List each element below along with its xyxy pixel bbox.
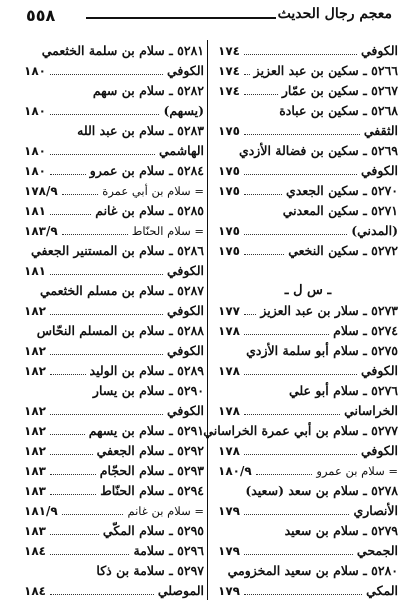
- index-entry: [218, 40, 398, 62]
- dot-leader: [244, 374, 357, 375]
- column-divider: [207, 40, 208, 600]
- entry-text: ٥٢٩٢ ـ سلام الجعفي: [96, 443, 204, 458]
- dot-leader: [50, 314, 163, 315]
- entry-text: ٥٢٩٠ ـ سلام بن يسار: [92, 383, 204, 398]
- index-entry: [24, 340, 204, 362]
- index-heading: [24, 380, 204, 402]
- page-reference: ١٨٢: [24, 404, 46, 418]
- index-entry: [24, 580, 204, 602]
- page-reference: ١٧٥: [218, 244, 240, 258]
- index-entry: [24, 260, 204, 282]
- index-entry: [218, 360, 398, 382]
- page-reference: ١٧٨: [218, 444, 240, 458]
- index-entry: [24, 500, 204, 522]
- entry-text: ٥٢٩٧ ـ سلامة بن ذكا: [96, 563, 204, 578]
- dot-leader: [50, 474, 96, 475]
- page-reference: ١٧٤: [218, 44, 240, 58]
- dot-leader: [256, 474, 312, 475]
- entry-text: ٥٢٦٦ ـ سكين بن عبد العزيز: [253, 63, 398, 78]
- entry-text: = سلام بن غانم: [127, 504, 204, 518]
- index-entry: [218, 220, 398, 242]
- page-reference: ١٨٣/٩: [24, 224, 58, 238]
- entry-text: ٥٢٧٨ ـ سلام بن سعد (سعيد): [245, 483, 398, 498]
- entry-text: الموصلي: [157, 583, 204, 598]
- entry-text: = سلام بن أبي عمرة: [102, 184, 204, 198]
- page-reference: ١٧٩: [218, 584, 240, 598]
- index-heading: [24, 120, 204, 142]
- entry-text: (المدني): [351, 223, 398, 238]
- index-entry: [24, 360, 204, 382]
- index-entry: [218, 240, 398, 262]
- page-reference: ١٨٣: [24, 484, 46, 498]
- index-entry: [24, 160, 204, 182]
- dot-leader: [50, 414, 163, 415]
- index-entry: [24, 100, 204, 122]
- dot-leader: [244, 594, 362, 595]
- page-reference: ١٧٥: [218, 164, 240, 178]
- page-reference: ١٨٢: [24, 424, 46, 438]
- dot-leader: [244, 54, 357, 55]
- index-entry: [218, 400, 398, 422]
- index-heading: [218, 140, 398, 162]
- index-heading: [218, 100, 398, 122]
- index-entry: [218, 460, 398, 482]
- entry-text: ٥٢٧٥ ـ سلام أبو سلمة الأزدي: [246, 343, 398, 358]
- entry-text: ٥٢٦٩ ـ سكين بن فضالة الأزدي: [238, 143, 398, 158]
- index-entry: [24, 420, 204, 442]
- section-heading: ـ س ل ـ: [284, 283, 332, 298]
- dot-leader: [50, 534, 99, 535]
- page-reference: ١٨٤: [24, 584, 46, 598]
- entry-text: ٥٢٦٧ ـ سكين بن عمّار: [281, 83, 398, 98]
- page-reference: ١٨٠: [24, 64, 46, 78]
- dot-leader: [244, 254, 284, 255]
- page-reference: ١٨٠: [24, 144, 46, 158]
- page-reference: ١٧٨: [218, 404, 240, 418]
- entry-text: ٥٢٧٢ ـ سكين النخعي: [288, 243, 398, 258]
- entry-text: ٥٢٨٥ ـ سلام بن غانم: [95, 203, 204, 218]
- entry-text: ٥٢٩٥ ـ سلام المكّي: [102, 523, 204, 538]
- dot-leader: [50, 494, 96, 495]
- entry-text: الكوفي: [360, 363, 398, 378]
- index-entry: [218, 540, 398, 562]
- index-entry: [24, 140, 204, 162]
- index-entry: [218, 500, 398, 522]
- page-reference: ١٧٥: [218, 224, 240, 238]
- entry-text: ٥٢٨٣ ـ سلام بن عبد الله: [77, 123, 204, 138]
- index-heading: [24, 280, 204, 302]
- entry-text: ٥٢٩١ ـ سلام بن يسهم: [88, 423, 204, 438]
- entry-text: ٥٢٩٣ ـ سلام الحجّام: [99, 463, 204, 478]
- entry-text: الكوفي: [166, 63, 204, 78]
- dot-leader: [244, 334, 329, 335]
- page-reference: ١٧٩: [218, 544, 240, 558]
- page-reference: ١٧٧: [218, 304, 240, 318]
- dot-leader: [50, 74, 163, 75]
- page-reference: ١٧٨/٩: [24, 184, 58, 198]
- entry-text: ٥٢٧٧ ـ سلام بن أبي عمرة الخراساني: [203, 423, 398, 438]
- index-entry: [218, 160, 398, 182]
- page-reference: ١٧٥: [218, 184, 240, 198]
- page-reference: ١٨٢: [24, 444, 46, 458]
- entry-text: ٥٢٨٨ ـ سلام بن المسلم النحّاس: [36, 323, 204, 338]
- index-entry: [24, 440, 204, 462]
- dot-leader: [244, 174, 357, 175]
- entry-text: ٥٢٧١ ـ سكين المعدني: [282, 203, 398, 218]
- dot-leader: [50, 434, 85, 435]
- entry-text: ٥٢٧٣ ـ سلار بن عبد العزيز: [260, 303, 398, 318]
- dot-leader: [244, 74, 250, 75]
- index-entry: [24, 400, 204, 422]
- entry-text: المكي: [366, 583, 398, 598]
- entry-text: الأنصاري: [353, 503, 398, 518]
- entry-text: (يسهم): [163, 103, 204, 118]
- page-reference: ١٨٠/٩: [218, 464, 252, 478]
- index-entry: [24, 60, 204, 82]
- header-rule: [86, 17, 276, 19]
- index-entry: [24, 200, 204, 222]
- index-heading: [24, 40, 204, 62]
- page-reference: ١٨١: [24, 204, 46, 218]
- dot-leader: [244, 554, 353, 555]
- index-heading: [218, 480, 398, 502]
- entry-text: = سلام بن عمرو: [316, 464, 398, 478]
- dot-leader: [50, 214, 91, 215]
- entry-text: ٥٢٧٦ ـ سلام أبو علي: [288, 383, 398, 398]
- page-reference: ١٨٠: [24, 164, 46, 178]
- index-entry: [218, 320, 398, 342]
- dot-leader: [62, 234, 128, 235]
- entry-text: ٥٢٨٢ ـ سلام بن سهم: [92, 83, 204, 98]
- page-reference: ١٨١/٩: [24, 504, 58, 518]
- dot-leader: [50, 154, 155, 155]
- index-heading: [218, 520, 398, 542]
- entry-text: الثقفي: [363, 123, 398, 138]
- page-reference: ١٧٨: [218, 364, 240, 378]
- index-entry: [24, 180, 204, 202]
- dot-leader: [50, 454, 93, 455]
- index-entry: [218, 580, 398, 602]
- entry-text: الكوفي: [360, 163, 398, 178]
- running-title: معجم رجال الحديث: [277, 6, 392, 22]
- dot-leader: [50, 274, 163, 275]
- index-entry: [24, 520, 204, 542]
- index-heading: [24, 80, 204, 102]
- entry-text: ٥٢٨٧ ـ سلام بن مسلم الخثعمي: [39, 283, 204, 298]
- entry-text: الكوفي: [166, 263, 204, 278]
- page-reference: ١٧٩: [218, 504, 240, 518]
- dot-leader: [62, 514, 123, 515]
- page-reference: ١٧٤: [218, 64, 240, 78]
- entry-text: الكوفي: [166, 403, 204, 418]
- entry-text: ٥٢٩٦ ـ سلامة: [133, 543, 204, 558]
- index-entry: [218, 180, 398, 202]
- entry-text: ٥٢٨٤ ـ سلام بن عمرو: [89, 163, 204, 178]
- entry-text: الكوفي: [166, 303, 204, 318]
- entry-text: ٥٢٨١ ـ سلام بن سلمة الخثعمي: [41, 43, 204, 58]
- dot-leader: [50, 174, 86, 175]
- entry-text: الهاشمي: [159, 143, 204, 158]
- dot-leader: [244, 234, 347, 235]
- index-entry: [218, 440, 398, 462]
- dot-leader: [244, 514, 349, 515]
- entry-text: ٥٢٧٤ ـ سلام: [333, 323, 398, 338]
- dot-leader: [50, 354, 163, 355]
- entry-text: ٥٢٨٩ ـ سلام بن الوليد: [89, 363, 204, 378]
- page-reference: ١٧٥: [218, 124, 240, 138]
- index-entry: [24, 480, 204, 502]
- dot-leader: [50, 594, 154, 595]
- dot-leader: [50, 114, 159, 115]
- index-heading: [218, 340, 398, 362]
- page-reference: ١٨١: [24, 264, 46, 278]
- page-reference: ١٨٢: [24, 344, 46, 358]
- entry-text: الكوفي: [360, 443, 398, 458]
- index-entry: [218, 120, 398, 142]
- entry-text: الخراساني: [344, 403, 398, 418]
- entry-text: ٥٢٦٨ ـ سكين بن عبادة: [279, 103, 398, 118]
- page-reference: ١٧٤: [218, 84, 240, 98]
- page-number: ٥٥٨: [26, 6, 56, 25]
- dot-leader: [244, 94, 278, 95]
- index-heading: [218, 200, 398, 222]
- index-entry: [218, 60, 398, 82]
- index-heading: [24, 320, 204, 342]
- index-entry: [24, 220, 204, 242]
- dot-leader: [244, 194, 282, 195]
- dot-leader: [244, 414, 340, 415]
- index-entry: [24, 460, 204, 482]
- entry-text: الكوفي: [360, 43, 398, 58]
- dot-leader: [244, 134, 360, 135]
- page-reference: ١٨٣: [24, 464, 46, 478]
- page-reference: ١٧٨: [218, 324, 240, 338]
- entry-text: الكوفي: [166, 343, 204, 358]
- index-heading: [218, 380, 398, 402]
- entry-text: = سلام الحنّاط: [131, 224, 204, 238]
- index-heading: [24, 560, 204, 582]
- index-entry: [218, 80, 398, 102]
- index-entry: [24, 300, 204, 322]
- dot-leader: [244, 314, 256, 315]
- page-reference: ١٨٠: [24, 104, 46, 118]
- page-reference: ١٨٢: [24, 304, 46, 318]
- index-heading: [203, 420, 398, 442]
- page-reference: ١٨٣: [24, 524, 46, 538]
- entry-text: ٥٢٨٦ ـ سلام بن المستنير الجعفي: [31, 243, 204, 258]
- entry-text: الجمحي: [356, 543, 398, 558]
- entry-text: ٥٢٨٠ ـ سلام بن سعيد المخزومي: [227, 563, 398, 578]
- dot-leader: [244, 454, 357, 455]
- index-entry: [24, 540, 204, 562]
- entry-text: ٥٢٧٠ ـ سكين الجعدي: [286, 183, 398, 198]
- dot-leader: [50, 554, 129, 555]
- index-entry: [218, 300, 398, 322]
- entry-text: ٥٢٩٤ ـ سلام الحنّاط: [100, 483, 204, 498]
- dot-leader: [50, 374, 86, 375]
- entry-text: ٥٢٧٩ ـ سلام بن سعيد: [284, 523, 398, 538]
- page-reference: ١٨٢: [24, 364, 46, 378]
- dot-leader: [62, 194, 98, 195]
- index-heading: [24, 240, 204, 262]
- page-reference: ١٨٤: [24, 544, 46, 558]
- index-heading: [218, 560, 398, 582]
